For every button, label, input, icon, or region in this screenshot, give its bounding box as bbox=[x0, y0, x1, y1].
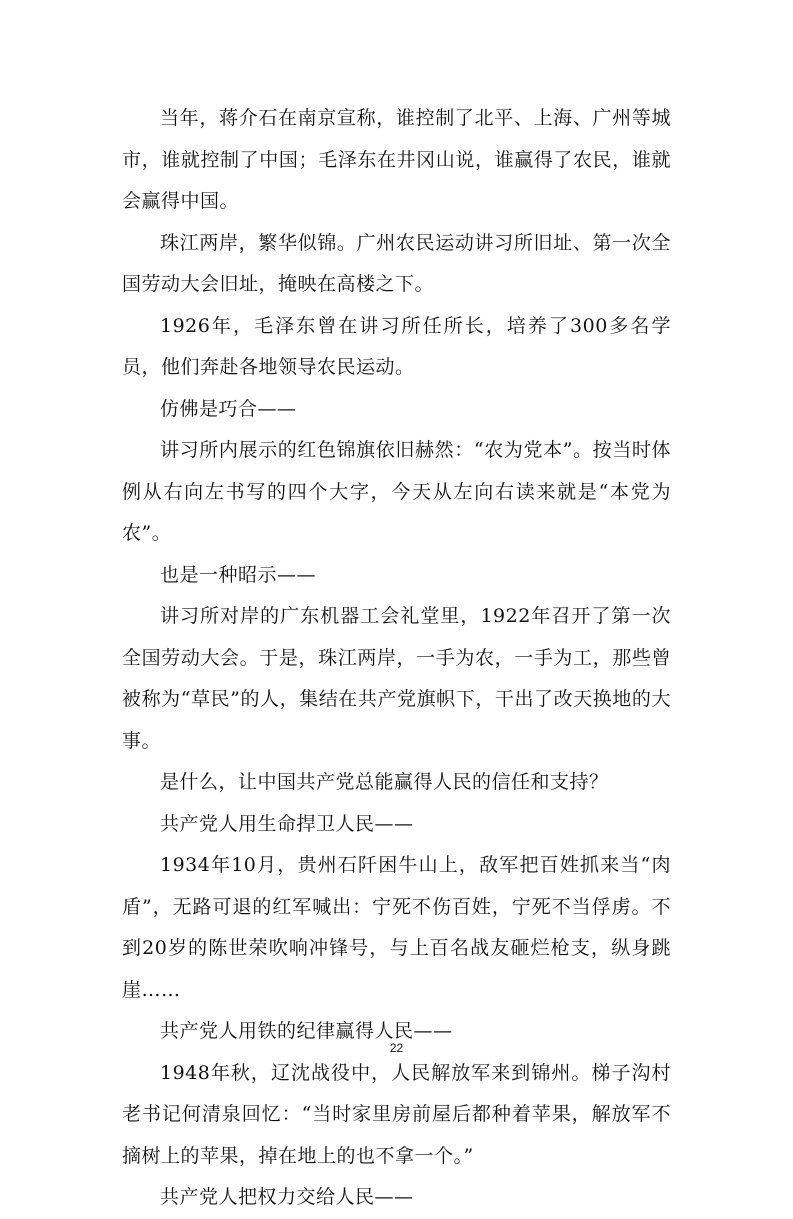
paragraph-12: 1948年秋，辽沈战役中，人民解放军来到锦州。梯子沟村老书记何清泉回忆：“当时家里房前屋后都种着苹果，解放军不摘树上的苹果，掉在地上的也不拿一个。” bbox=[122, 1061, 671, 1167]
paragraph-10: 1934年10月，贵州石阡困牛山上，敌军把百姓抓来当“肉盾”，无路可退的红军喊出：宁死不伤百姓，宁死不当俘虏。不到20岁的陈世荣吹响冲锋号，与上百名战友砸烂枪支，纵身跳崖…… bbox=[122, 854, 671, 1001]
page-number: 22 bbox=[389, 1041, 404, 1055]
paragraph-5: 讲习所内展示的红色锦旗依旧赫然：“农为党本”。按当时体例从右向左书写的四个大字，今天从左向右读来就是“本党为农”。 bbox=[122, 439, 671, 544]
paragraph-7: 讲习所对岸的广东机器工会礼堂里，1922年召开了第一次全国劳动大会。于是，珠江两岸，一手为农，一手为工，那些曾被称为“草民”的人，集结在共产党旗帜下，干出了改天换地的大事。 bbox=[122, 605, 671, 752]
paragraph-13: 共产党人把权力交给人民—— bbox=[160, 1186, 414, 1208]
paragraph-8: 是什么，让中国共产党总能赢得人民的信任和支持？ bbox=[160, 771, 609, 793]
paragraph-11: 共产党人用铁的纪律赢得人民—— bbox=[160, 1020, 453, 1042]
paragraph-3: 1926年，毛泽东曾在讲习所任所长，培养了300多名学员，他们奔赴各地领导农民运动。 bbox=[122, 314, 671, 378]
paragraph-1: 当年，蒋介石在南京宣称，谁控制了北平、上海、广州等城市，谁就控制了中国；毛泽东在井冈山说，谁赢得了农民，谁就会赢得中国。 bbox=[122, 107, 671, 212]
paragraph-6: 也是一种昭示—— bbox=[160, 563, 317, 586]
paragraph-4: 仿佛是巧合—— bbox=[160, 397, 297, 420]
paragraph-9: 共产党人用生命捍卫人民—— bbox=[160, 812, 414, 835]
paragraph-2: 珠江两岸，繁华似锦。广州农民运动讲习所旧址、第一次全国劳动大会旧址，掩映在高楼之下。 bbox=[122, 231, 671, 295]
